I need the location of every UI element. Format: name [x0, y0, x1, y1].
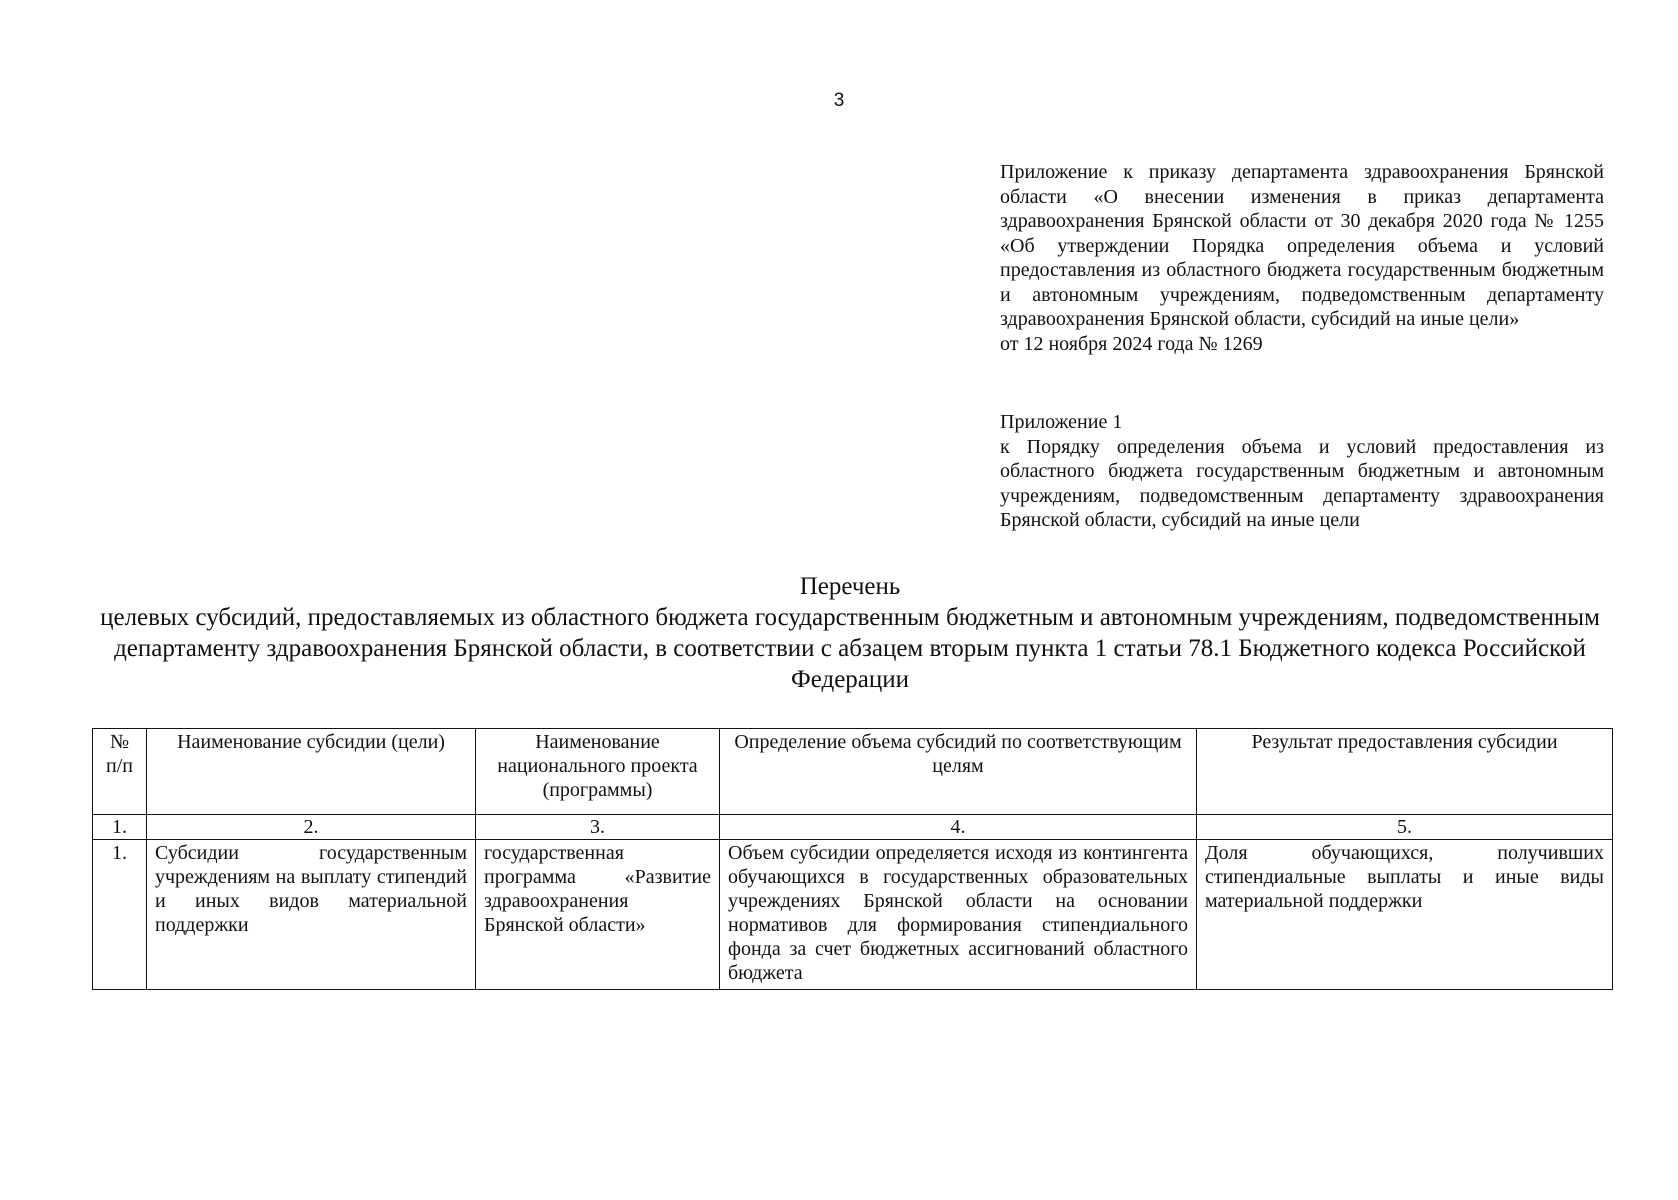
table-header-row [93, 729, 1613, 815]
title-main: Перечень [799, 573, 901, 600]
annex-order-reference [1000, 160, 1604, 356]
table-row [93, 840, 1613, 990]
row-subsidy-cell: Субсидии государственным учреждениям на выплату стипендий и иных видов материальной поддержки [147, 840, 476, 990]
row-result-cell: Доля обучающихся, получивших стипендиальные выплаты и иные виды материальной поддержки [1197, 840, 1613, 990]
annex-one-reference [1000, 410, 1604, 533]
title-subtitle: целевых субсидий, предоставляемых из областного бюджета государственным бюджетным и автономным учреждениям, подведомственным департаменту здравоохранения Брянской области, в соответствии с абзацем вторым пункта 1 статьи 78.1 Бюджетного кодекса Российской Федерации [100, 604, 1600, 693]
row-definition-cell: Объем субсидии определяется исходя из контингента обучающихся в государственных образовательных учреждениях Брянской области на основании нормативов для формирования стипендиального фонда за счет бюджетных ассигнований областного бюджета [720, 840, 1197, 990]
page-number: 3 [833, 90, 845, 111]
column-number-cell: 1. [93, 815, 147, 840]
column-number-cell: 3. [476, 815, 720, 840]
document-title [90, 571, 1610, 695]
column-number-cell: 2. [147, 815, 476, 840]
header-volume-definition: Определение объема субсидий по соответствующим целям [720, 729, 1197, 815]
column-number-cell: 4. [720, 815, 1197, 840]
annex-order-date: от 12 ноября 2024 года № 1269 [1000, 332, 1263, 355]
column-number-cell: 5. [1197, 815, 1613, 840]
header-national-project: Наименование национального проекта (программы) [476, 729, 720, 815]
annex-one-text: к Порядку определения объема и условий предоставления из областного бюджета государственным бюджетным и автономным учреждениям, подведомственным департаменту здравоохранения Брянской области, субсидий на иные цели [1000, 435, 1604, 531]
header-subsidy-name: Наименование субсидии (цели) [147, 729, 476, 815]
annex-one-heading: Приложение 1 [1000, 411, 1123, 433]
row-number-cell: 1. [93, 840, 147, 990]
row-project-cell: государственная программа «Развитие здравоохранения Брянской области» [476, 840, 720, 990]
column-number-row [93, 815, 1613, 840]
annex-order-text: Приложение к приказу департамента здравоохранения Брянской области «О внесении изменения в приказ департамента здравоохранения Брянской области от 30 декабря 2020 года № 1255 «Об утверждении Порядка определения объема и условий предоставления из областного бюджета государственным бюджетным и автономным учреждениям, подведомственным департаменту здравоохранения Брянской области, субсидий на иные цели» [1000, 161, 1604, 330]
header-number: № п/п [93, 729, 147, 815]
header-result: Результат предоставления субсидии [1197, 729, 1613, 815]
subsidy-table [92, 728, 1613, 990]
